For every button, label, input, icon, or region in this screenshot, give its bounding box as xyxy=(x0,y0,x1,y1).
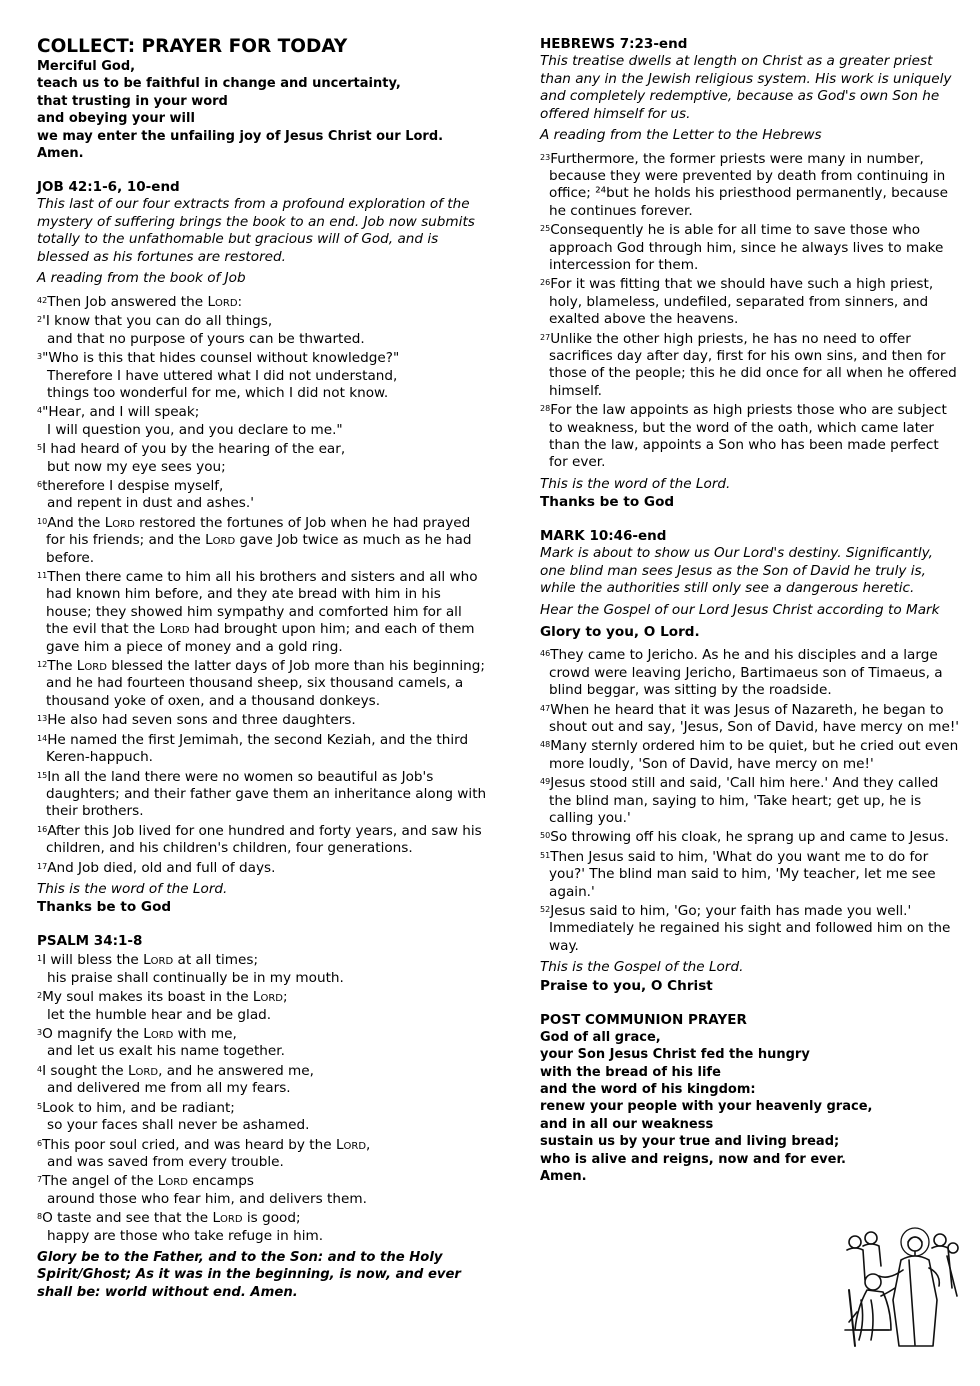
post-communion-prayer xyxy=(540,1029,960,1186)
verse-number: 17 xyxy=(37,861,48,871)
verse-number: 10 xyxy=(37,516,48,526)
verse-text: Jesus said to him, 'Go; your faith has made you well.' Immediately he regained his sight and followed him on the way. xyxy=(549,903,951,954)
verse-text: He named the first Jemimah, the second Keziah, and the third Keren-happuch. xyxy=(46,731,469,766)
post-communion-line: and in all our weakness xyxy=(540,1116,714,1132)
collect-line: Amen. xyxy=(37,146,84,162)
verse-number: 42 xyxy=(37,295,48,305)
verse xyxy=(540,773,960,827)
hebrews-verses xyxy=(540,149,960,472)
verse-text: O taste and see that the Lord is good; xyxy=(42,1210,301,1227)
verse xyxy=(37,513,487,567)
verse-text: Furthermore, the former priests were many in number, because they were prevented by death from continuing in office; ²⁴but he holds his priesthood permanently, because he continues forever. xyxy=(549,150,948,219)
poetry-verse xyxy=(37,476,487,495)
post-communion-line: and the word of his kingdom: xyxy=(540,1081,756,1097)
verse-text: Look to him, and be radiant; xyxy=(42,1099,235,1116)
psalm-continuation: his praise shall continually be in my mouth. xyxy=(47,969,344,986)
job-poetry xyxy=(37,292,487,513)
hebrews-intro: This treatise dwells at length on Christ as a greater priest than any in the Jewish religious system. His work is uniquely and completely redemptive, because as God's own Son he offered himself for us. xyxy=(540,53,952,122)
verse-text: Consequently he is able for all time to save those who approach God through him, since he always lives to make intercession for them. xyxy=(549,222,944,273)
verse-text: So throwing off his cloak, he sprang up and came to Jesus. xyxy=(550,829,949,846)
verse-number: 23 xyxy=(540,152,551,162)
post-communion-line: Amen. xyxy=(540,1168,587,1184)
verse-text: I had heard of you by the hearing of the ear, xyxy=(42,441,346,458)
psalm-verse xyxy=(37,1024,487,1043)
job-response: Thanks be to God xyxy=(37,899,172,916)
verse-number: 28 xyxy=(540,404,551,414)
hebrews-ending: This is the word of the Lord. xyxy=(540,475,731,492)
verse-text: 'I know that you can do all things, xyxy=(42,313,273,330)
post-communion-line: with the bread of his life xyxy=(540,1064,721,1080)
poetry-continuation: and repent in dust and ashes.' xyxy=(47,495,254,512)
poetry-verse xyxy=(37,402,487,421)
verse-number: 48 xyxy=(540,740,551,750)
verse-number: 4 xyxy=(37,406,43,416)
poetry-continuation: things too wonderful for me, which I did not know. xyxy=(47,384,389,401)
verse-number: 2 xyxy=(37,991,43,1001)
verse-number: 16 xyxy=(37,824,48,834)
verse xyxy=(37,858,487,877)
verse-number: 4 xyxy=(37,1064,43,1074)
left-column xyxy=(37,36,487,1301)
verse xyxy=(540,901,960,955)
verse-text: And Job died, old and full of days. xyxy=(47,859,276,876)
verse-text: For it was fitting that we should have such a high priest, holy, blameless, undefiled, separated from sinners, and exalted above the heavens. xyxy=(549,276,934,328)
verse-number: 47 xyxy=(540,703,551,713)
collect-line: and obeying your will xyxy=(37,111,195,127)
collect-title: COLLECT: PRAYER FOR TODAY xyxy=(37,36,348,57)
post-communion-title: POST COMMUNION PRAYER xyxy=(540,1011,747,1028)
verse-number: 14 xyxy=(37,733,48,743)
verse xyxy=(540,847,960,901)
psalm-verse xyxy=(37,1098,487,1117)
verse xyxy=(540,645,960,699)
psalm-verse xyxy=(37,1208,487,1227)
job-verses xyxy=(37,513,487,877)
mark-intro: Mark is about to show us Our Lord's destiny. Significantly, one blind man sees Jesus as the Son of David he truly is, while the authorities still only see a dangerous heretic. xyxy=(540,545,933,597)
poetry-continuation: Therefore I have uttered what I did not understand, xyxy=(47,367,398,384)
verse-text: I sought the Lord, and he answered me, xyxy=(42,1062,314,1079)
collect-line: Merciful God, xyxy=(37,59,136,74)
psalm-continuation: happy are those who take refuge in him. xyxy=(47,1227,324,1244)
poetry-verse xyxy=(37,348,487,367)
psalm-verses xyxy=(37,950,487,1245)
verse-text: After this Job lived for one hundred and forty years, and saw his children, and his children's children, four generations. xyxy=(46,822,482,857)
verse xyxy=(540,827,960,846)
verse-text: This poor soul cried, and was heard by the Lord, xyxy=(42,1136,371,1153)
verse xyxy=(540,400,960,472)
verse-text: In all the land there were no women so beautiful as Job's daughters; and their father gave them an inheritance along with their brothers. xyxy=(46,768,487,820)
verse-text: They came to Jericho. As he and his disciples and a large crowd were leaving Jericho, Bartimaeus son of Timaeus, a blind beggar, was sitting by the roadside. xyxy=(549,647,943,699)
verse-text: For the law appoints as high priests those who are subject to weakness, but the word of the oath, which came later than the law, appoints a Son who has been made perfect for ever. xyxy=(549,402,947,471)
verse-number: 25 xyxy=(540,224,551,234)
verse-number: 11 xyxy=(37,571,48,581)
verse-text: And the Lord restored the fortunes of Job when he had prayed for his friends; and the Lord gave Job twice as much as he had before. xyxy=(46,514,472,566)
verse-text: The angel of the Lord encamps xyxy=(42,1173,254,1190)
job-intro: This last of our four extracts from a profound exploration of the mystery of suffering brings the book to an end. Job now submits totally to the unfathomable but gracious will of God, and is blessed as his fortunes are restored. xyxy=(37,196,475,265)
verse-number: 15 xyxy=(37,770,48,780)
verse-number: 5 xyxy=(37,443,43,453)
psalm-continuation: let the humble hear and be glad. xyxy=(47,1006,272,1023)
psalm-continuation: around those who fear him, and delivers them. xyxy=(47,1190,367,1207)
verse-text: When he heard that it was Jesus of Nazareth, he began to shout out and say, 'Jesus, Son of David, have mercy on me!' xyxy=(549,701,960,735)
verse-text: Then Job answered the Lord: xyxy=(47,293,243,310)
verse-number: 3 xyxy=(37,352,43,362)
verse-number: 49 xyxy=(540,777,551,787)
collect-line: we may enter the unfailing joy of Jesus Christ our Lord. xyxy=(37,128,444,144)
verse-text: therefore I despise myself, xyxy=(42,478,224,494)
psalm-verse xyxy=(37,1135,487,1154)
verse-number: 52 xyxy=(540,905,551,914)
verse-text: Then there came to him all his brothers and sisters and all who had known him before, and they ate bread with him in his house; they showed him sympathy and comforted him for all the evil that the Lord had brought upon him; and each of them gave him a piece of money and a gold ring. xyxy=(46,569,478,655)
verse-number: 12 xyxy=(37,660,48,670)
psalm-continuation: and let us exalt his name together. xyxy=(47,1043,285,1060)
verse-number: 5 xyxy=(37,1101,43,1111)
post-communion-line: sustain us by your true and living bread; xyxy=(540,1134,840,1150)
verse-text: "Hear, and I will speak; xyxy=(42,404,200,421)
verse-text: I will bless the Lord at all times; xyxy=(42,952,259,969)
verse-number: 1 xyxy=(37,954,43,964)
poetry-continuation: but now my eye sees you; xyxy=(47,458,226,475)
poetry-continuation: and that no purpose of yours can be thwarted. xyxy=(47,330,365,347)
right-column xyxy=(540,36,960,1185)
psalm-verse xyxy=(37,1171,487,1190)
mark-title: MARK 10:46-end xyxy=(540,528,667,545)
verse-number: 27 xyxy=(540,332,551,342)
psalm-verse xyxy=(37,987,487,1006)
verse-number: 3 xyxy=(37,1028,43,1038)
verse-number: 13 xyxy=(37,714,48,724)
post-communion-line: God of all grace, xyxy=(540,1029,661,1045)
poetry-verse xyxy=(37,311,487,330)
verse-text: He also had seven sons and three daughters. xyxy=(47,712,356,729)
verse-number: 6 xyxy=(37,1138,43,1148)
verse xyxy=(540,274,960,328)
verse xyxy=(37,710,487,729)
verse xyxy=(540,700,960,737)
post-communion-line: who is alive and reigns, now and for ever. xyxy=(540,1151,846,1167)
verse-number: 26 xyxy=(540,278,551,288)
verse-text: The Lord blessed the latter days of Job more than his beginning; and he had fourteen thousand sheep, six thousand camels, a thousand yoke of oxen, and a thousand donkeys. xyxy=(46,658,486,709)
mark-ending: This is the Gospel of the Lord. xyxy=(540,959,744,976)
psalm-continuation: and was saved from every trouble. xyxy=(47,1153,284,1170)
psalm-verse xyxy=(37,1061,487,1080)
post-communion-line: renew your people with your heavenly grace, xyxy=(540,1099,873,1115)
hebrews-response: Thanks be to God xyxy=(540,494,675,511)
job-reading-intro: A reading from the book of Job xyxy=(37,270,246,287)
verse-number: 46 xyxy=(540,649,551,659)
verse xyxy=(37,821,487,858)
collect-line: teach us to be faithful in change and uncertainty, xyxy=(37,76,401,92)
hebrews-title: HEBREWS 7:23-end xyxy=(540,36,688,52)
collect-prayer xyxy=(37,58,487,162)
poetry-verse xyxy=(37,292,487,311)
verse xyxy=(37,730,487,767)
verse-text: "Who is this that hides counsel without knowledge?" xyxy=(42,350,400,367)
verse-text: O magnify the Lord with me, xyxy=(42,1026,237,1043)
poetry-continuation: I will question you, and you declare to me." xyxy=(47,421,343,438)
verse xyxy=(37,656,487,710)
job-title: JOB 42:1-6, 10-end xyxy=(37,179,180,196)
gloria: Glory be to the Father, and to the Son: and to the Holy Spirit/Ghost; As it was in the beginning, is now, and ever shall be: world without end. Amen. xyxy=(37,1249,461,1300)
collect-line: that trusting in your word xyxy=(37,93,228,109)
poetry-verse xyxy=(37,439,487,458)
psalm-title: PSALM 34:1-8 xyxy=(37,933,143,950)
verse xyxy=(540,149,960,221)
verse-number: 50 xyxy=(540,831,551,841)
mark-acclamation: Glory to you, O Lord. xyxy=(540,624,700,641)
psalm-continuation: so your faces shall never be ashamed. xyxy=(47,1117,310,1134)
verse xyxy=(37,567,487,656)
mark-reading-intro: Hear the Gospel of our Lord Jesus Christ according to Mark xyxy=(540,601,940,618)
psalm-continuation: and delivered me from all my fears. xyxy=(47,1080,291,1097)
verse xyxy=(37,767,487,821)
verse-text: Jesus stood still and said, 'Call him here.' And they called the blind man, saying to him, 'Take heart; get up, he is calling you.' xyxy=(549,775,939,826)
verse xyxy=(540,329,960,401)
verse-number: 8 xyxy=(37,1212,43,1222)
verse xyxy=(540,736,960,773)
job-ending: This is the word of the Lord. xyxy=(37,880,228,897)
verse-number: 6 xyxy=(37,480,43,489)
verse-number: 2 xyxy=(37,315,43,325)
post-communion-line: your Son Jesus Christ fed the hungry xyxy=(540,1047,810,1063)
verse-text: My soul makes its boast in the Lord; xyxy=(42,989,288,1006)
verse-text: Then Jesus said to him, 'What do you want me to do for you?' The blind man said to him, 'My teacher, let me see again.' xyxy=(549,848,936,900)
mark-response: Praise to you, O Christ xyxy=(540,977,713,994)
hebrews-reading-intro: A reading from the Letter to the Hebrews xyxy=(540,127,822,143)
verse xyxy=(540,220,960,274)
verse-text: Many sternly ordered him to be quiet, but he cried out even more loudly, 'Son of David, have mercy on me!' xyxy=(549,738,959,772)
verse-number: 7 xyxy=(37,1175,43,1185)
psalm-verse xyxy=(37,950,487,969)
verse-number: 51 xyxy=(540,850,551,860)
jesus-healing-blind-man-illustration xyxy=(835,1220,960,1350)
mark-verses xyxy=(540,645,960,955)
verse-text: Unlike the other high priests, he has no need to offer sacrifices day after day, first for his own sins, and then for those of the people; this he did once for all when he offered himself. xyxy=(549,330,957,399)
